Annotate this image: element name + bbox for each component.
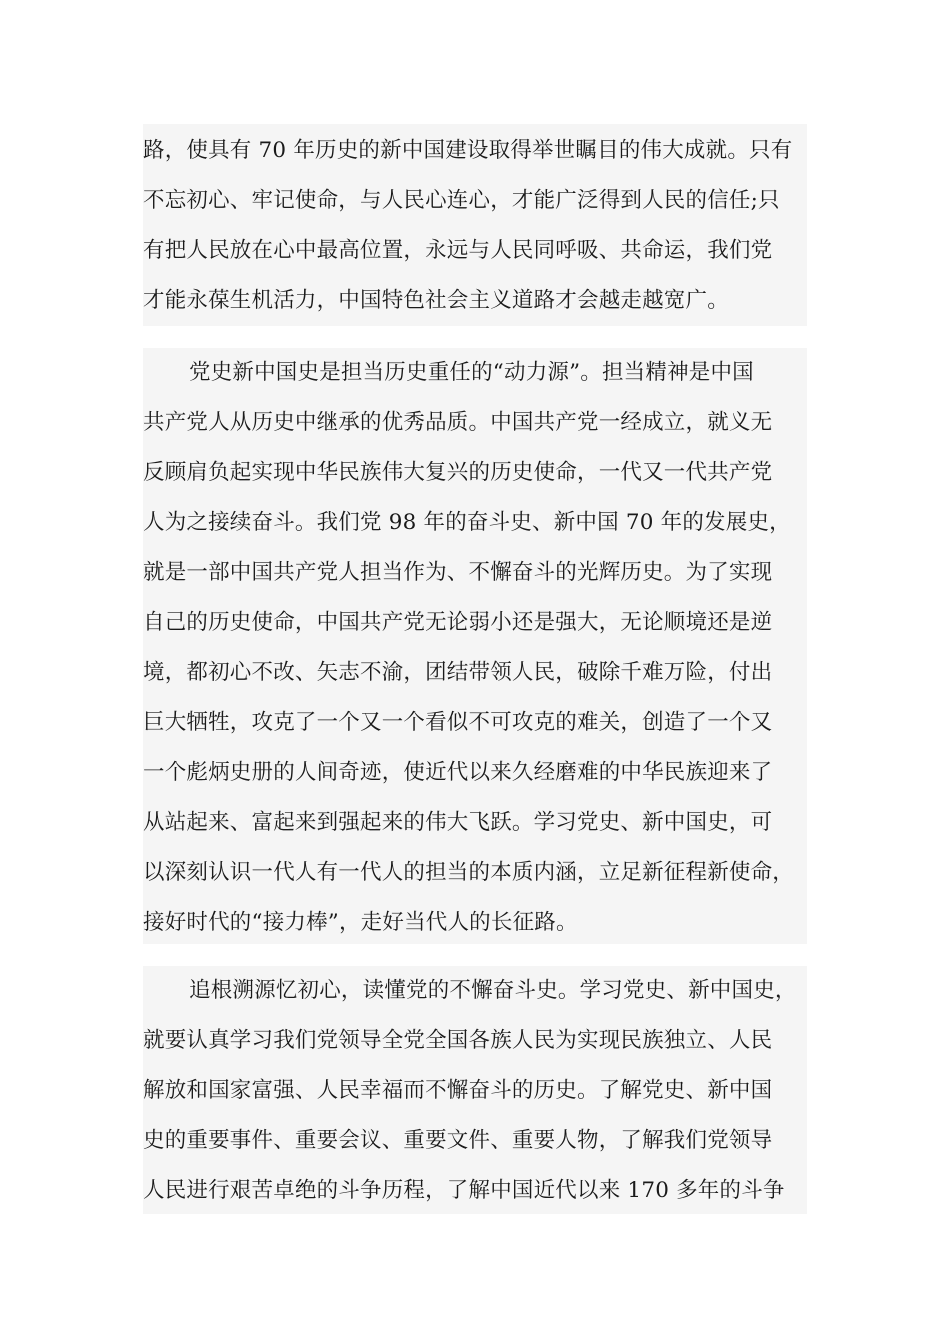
paragraph-2 xyxy=(143,348,807,944)
text-line: 史的重要事件、重要会议、重要文件、重要人物，了解我们党领导 xyxy=(143,1128,773,1153)
text-line: 反顾肩负起实现中华民族伟大复兴的历史使命，一代又一代共产党 xyxy=(143,460,773,485)
text-line: 路，使具有 70 年历史的新中国建设取得举世瞩目的伟大成就。只有 xyxy=(143,138,793,163)
paragraph-1 xyxy=(143,124,807,326)
text-line: 人民进行艰苦卓绝的斗争历程，了解中国近代以来 170 多年的斗争 xyxy=(143,1178,785,1203)
text-line: 自己的历史使命，中国共产党无论弱小还是强大，无论顺境还是逆 xyxy=(143,610,773,635)
text-line: 有把人民放在心中最高位置，永远与人民同呼吸、共命运，我们党 xyxy=(143,238,773,263)
paragraph-3 xyxy=(143,966,807,1214)
text-line: 人为之接续奋斗。我们党 98 年的奋斗史、新中国 70 年的发展史， xyxy=(143,510,791,535)
text-line: 解放和国家富强、人民幸福而不懈奋斗的历史。了解党史、新中国 xyxy=(143,1078,773,1103)
text-line: 从站起来、富起来到强起来的伟大飞跃。学习党史、新中国史，可 xyxy=(143,810,773,835)
text-line: 就是一部中国共产党人担当作为、不懈奋斗的光辉历史。为了实现 xyxy=(143,560,773,585)
text-line: 追根溯源忆初心，读懂党的不懈奋斗史。学习党史、新中国史， xyxy=(189,978,797,1003)
text-line: 不忘初心、牢记使命，与人民心连心，才能广泛得到人民的信任;只 xyxy=(143,188,780,213)
text-line: 共产党人从历史中继承的优秀品质。中国共产党一经成立，就义无 xyxy=(143,410,773,435)
text-line: 以深刻认识一代人有一代人的担当的本质内涵，立足新征程新使命， xyxy=(143,860,795,885)
text-line: 党史新中国史是担当历史重任的“动力源”。担当精神是中国 xyxy=(189,360,754,385)
text-line: 境，都初心不改、矢志不渝，团结带领人民，破除千难万险，付出 xyxy=(143,660,773,685)
text-line: 才能永葆生机活力，中国特色社会主义道路才会越走越宽广。 xyxy=(143,288,729,313)
text-line: 接好时代的“接力棒”，走好当代人的长征路。 xyxy=(143,910,578,935)
text-line: 巨大牺牲，攻克了一个又一个看似不可攻克的难关，创造了一个又 xyxy=(143,710,773,735)
text-line: 一个彪炳史册的人间奇迹，使近代以来久经磨难的中华民族迎来了 xyxy=(143,760,773,785)
text-line: 就要认真学习我们党领导全党全国各族人民为实现民族独立、人民 xyxy=(143,1028,773,1053)
